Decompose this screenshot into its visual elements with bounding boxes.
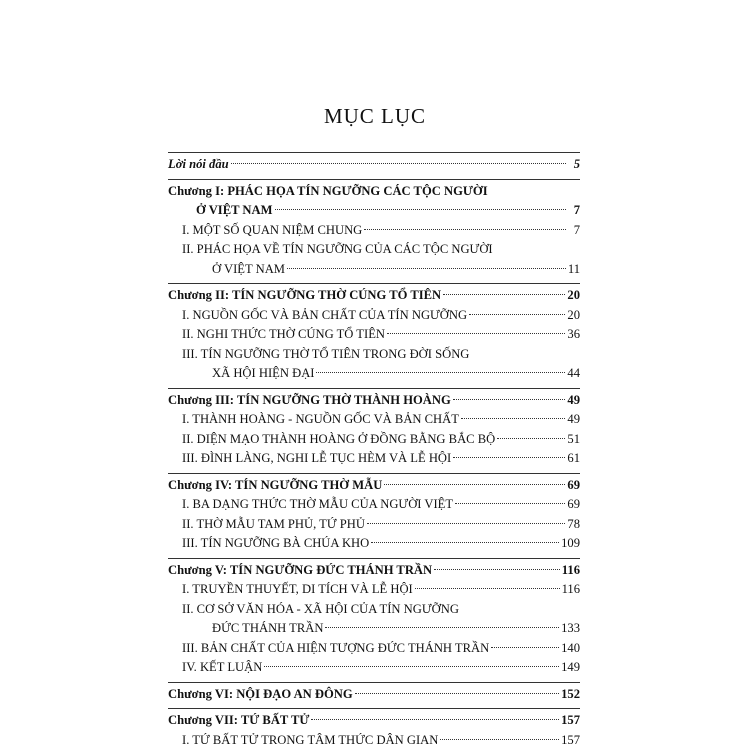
dot-leader: [497, 438, 565, 439]
toc-chapter-2: [168, 286, 580, 306]
entry-label: III. TÍN NGƯỠNG BÀ CHÚA KHO: [182, 536, 370, 550]
entry-page: 116: [561, 562, 580, 577]
entry-page: 133: [561, 621, 580, 635]
dot-leader: [371, 542, 559, 543]
dot-leader: [384, 484, 565, 485]
entry-page: 51: [567, 431, 580, 446]
toc-entry-4-2: [168, 515, 580, 535]
toc-entry-2-3-line2: [168, 364, 580, 384]
entry-page: 61: [567, 451, 580, 465]
toc-entry-5-2-line1: [168, 600, 580, 620]
toc-entry-1-1: [168, 221, 580, 241]
entry-label: XÃ HỘI HIỆN ĐẠI: [212, 366, 315, 380]
entry-page: 49: [567, 392, 580, 407]
toc-entry-5-2-line2: [168, 619, 580, 639]
entry-page: 116: [561, 582, 580, 596]
entry-label: II. THỜ MẪU TAM PHỦ, TỨ PHỦ: [182, 516, 365, 531]
entry-label: II. NGHI THỨC THỜ CÚNG TỔ TIÊN: [182, 327, 385, 341]
entry-page: 20: [567, 307, 580, 322]
entry-page: 7: [573, 203, 580, 217]
entry-label: I. NGUỒN GỐC VÀ BẢN CHẤT CỦA TÍN NGƯỠNG: [182, 307, 468, 322]
entry-label: I. TRUYỀN THUYẾT, DI TÍCH VÀ LỄ HỘI: [182, 582, 413, 596]
entry-page: 157: [561, 713, 580, 727]
dot-leader: [364, 229, 566, 230]
dot-leader: [387, 333, 565, 334]
toc-entry-2-2: [168, 325, 580, 345]
dot-leader: [316, 372, 565, 373]
toc-entry-4-3: [168, 534, 580, 554]
dot-leader: [440, 739, 559, 740]
toc-entry-5-4: [168, 658, 580, 678]
dot-leader: [311, 719, 559, 720]
entry-label: I. MỘT SỐ QUAN NIỆM CHUNG: [182, 222, 363, 237]
entry-label: I. THÀNH HOÀNG - NGUỒN GỐC VÀ BẢN CHẤT: [182, 412, 459, 426]
dot-leader: [469, 314, 565, 315]
divider: [168, 682, 580, 683]
dot-leader: [355, 693, 559, 694]
entry-label: Chương II: TÍN NGƯỠNG THỜ CÚNG TỔ TIÊN: [168, 288, 442, 302]
toc-entry-2-3-line1: [168, 345, 580, 365]
entry-label: Chương VII: TỨ BẤT TỬ: [168, 713, 310, 727]
entry-label: IV. KẾT LUẬN: [182, 660, 263, 674]
entry-label: II. DIỆN MẠO THÀNH HOÀNG Ở ĐỒNG BẰNG BẮC BỘ: [182, 431, 496, 446]
dot-leader: [367, 523, 565, 524]
toc-chapter-4: [168, 476, 580, 496]
dot-leader: [264, 666, 559, 667]
entry-label: Lời nói đầu: [168, 157, 229, 171]
entry-page: 69: [567, 497, 580, 511]
toc-entry-5-3: [168, 639, 580, 659]
entry-page: 152: [561, 686, 580, 701]
entry-label: I. TỨ BẤT TỬ TRONG TÂM THỨC DÂN GIAN: [182, 732, 439, 747]
toc-chapter-5: [168, 561, 580, 581]
entry-label: Chương V: TÍN NGƯỠNG ĐỨC THÁNH TRẦN: [168, 562, 433, 577]
toc-chapter-3: [168, 391, 580, 411]
toc-entry-3-3: [168, 449, 580, 469]
entry-label: Ở VIỆT NAM: [212, 261, 285, 276]
table-of-contents: [168, 148, 580, 750]
dot-leader: [434, 569, 560, 570]
entry-label: ĐỨC THÁNH TRẦN: [212, 621, 324, 635]
dot-leader: [231, 163, 566, 164]
toc-entry-preface: [168, 155, 580, 175]
entry-page: 69: [567, 477, 580, 492]
dot-leader: [275, 209, 566, 210]
toc-entry-4-1: [168, 495, 580, 515]
page-title: MỤC LỤC: [323, 104, 427, 128]
toc-chapter-1-line1: [168, 182, 580, 202]
entry-page: 5: [573, 157, 580, 171]
toc-entry-1-2-line1: [168, 240, 580, 260]
divider: [168, 179, 580, 180]
entry-page: 20: [567, 288, 580, 302]
toc-entry-1-2-line2: [168, 260, 580, 280]
toc-entry-2-1: [168, 306, 580, 326]
dot-leader: [455, 503, 565, 504]
divider: [168, 388, 580, 389]
toc-chapter-6: [168, 685, 580, 705]
dot-leader: [491, 647, 559, 648]
entry-label: Ở VIỆT NAM: [196, 203, 273, 217]
dot-leader: [453, 457, 565, 458]
dot-leader: [461, 418, 565, 419]
dot-leader: [287, 268, 566, 269]
divider: [168, 558, 580, 559]
entry-page: 7: [573, 222, 580, 237]
toc-chapter-1-line2: [168, 201, 580, 221]
toc-entry-3-2: [168, 430, 580, 450]
entry-page: 149: [561, 660, 580, 674]
entry-page: 11: [567, 261, 580, 276]
dot-leader: [325, 627, 559, 628]
entry-label: III. TÍN NGƯỠNG THỜ TỔ TIÊN TRONG ĐỜI SỐNG: [182, 346, 470, 361]
entry-page: 78: [567, 516, 580, 531]
entry-label: III. BẢN CHẤT CỦA HIỆN TƯỢNG ĐỨC THÁNH TRẦN: [182, 640, 490, 655]
entry-label: Chương III: TÍN NGƯỠNG THỜ THÀNH HOÀNG: [168, 392, 451, 407]
dot-leader: [453, 399, 566, 400]
entry-page: 109: [561, 536, 580, 550]
entry-page: 36: [567, 327, 580, 341]
entry-label: Chương VI: NỘI ĐẠO AN ĐÔNG: [168, 686, 353, 701]
divider: [168, 152, 580, 153]
toc-entry-3-1: [168, 410, 580, 430]
entry-label: Chương I: PHÁC HỌA TÍN NGƯỠNG CÁC TỘC NGƯỜI: [168, 183, 488, 198]
toc-chapter-7: [168, 711, 580, 731]
divider: [168, 473, 580, 474]
toc-entry-5-1: [168, 580, 580, 600]
entry-label: III. ĐÌNH LÀNG, NGHI LỄ TỤC HÈM VÀ LỄ HỘI: [182, 451, 452, 465]
divider: [168, 708, 580, 709]
entry-label: I. BA DẠNG THỨC THỜ MẪU CỦA NGƯỜI VIỆT: [182, 497, 454, 511]
toc-entry-7-1: [168, 731, 580, 750]
entry-page: 157: [561, 732, 580, 747]
entry-page: 49: [567, 412, 580, 426]
entry-page: 140: [561, 640, 580, 655]
dot-leader: [415, 588, 560, 589]
divider: [168, 283, 580, 284]
entry-label: II. PHÁC HỌA VỀ TÍN NGƯỠNG CỦA CÁC TỘC NGƯỜI: [182, 242, 493, 256]
entry-label: II. CƠ SỞ VĂN HÓA - XÃ HỘI CỦA TÍN NGƯỠNG: [182, 601, 459, 616]
dot-leader: [443, 294, 565, 295]
entry-label: Chương IV: TÍN NGƯỠNG THỜ MẪU: [168, 477, 383, 492]
entry-page: 44: [567, 366, 580, 380]
